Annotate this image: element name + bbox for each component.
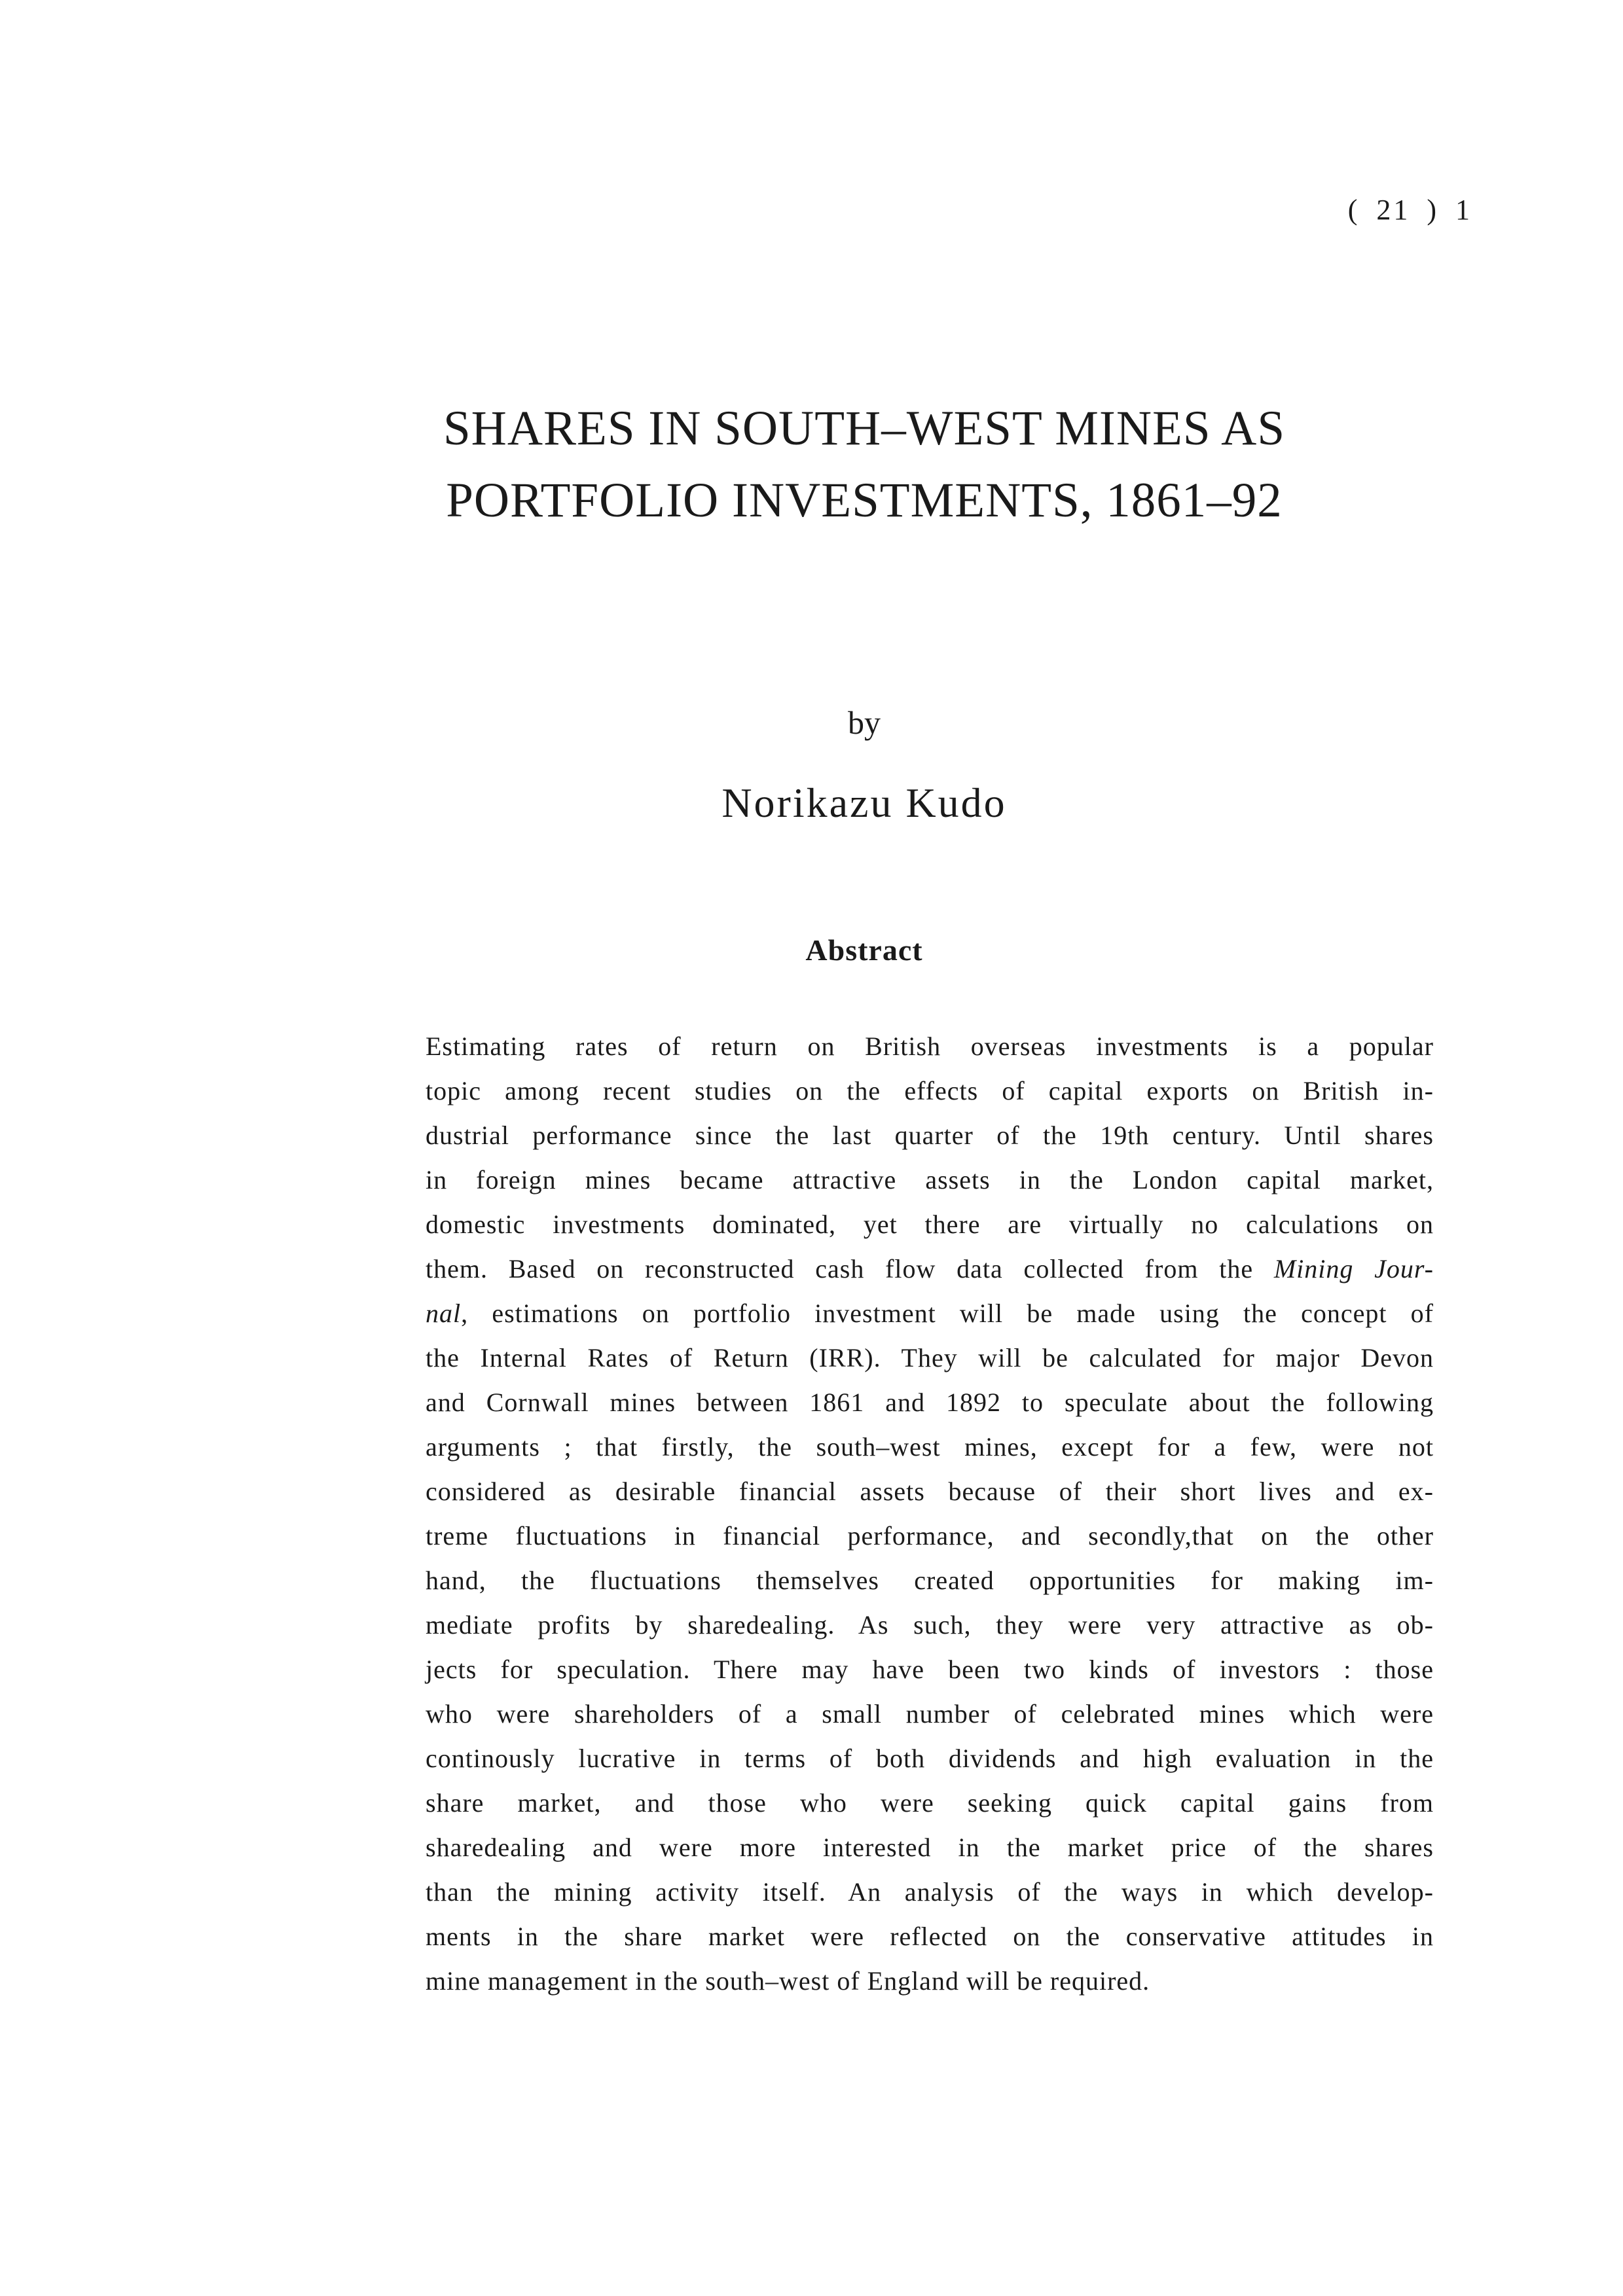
abstract-line: jects for speculation. There may have been two kinds of investors : those <box>426 1655 1434 1684</box>
abstract-line: mediate profits by sharedealing. As such, they were very attractive as ob- <box>426 1610 1434 1640</box>
journal-title-italic: Mining Jour- <box>1273 1254 1434 1283</box>
page-number: ( 21 ) 1 <box>1347 194 1472 226</box>
abstract-line: who were shareholders of a small number of celebrated mines which were <box>426 1699 1434 1729</box>
journal-title-italic: nal <box>426 1299 462 1328</box>
abstract-line: considered as desirable financial assets because of their short lives and ex- <box>426 1477 1434 1506</box>
abstract-text: , estimations on portfolio investment will be made using the concept of <box>461 1299 1434 1328</box>
abstract-line: than the mining activity itself. An analysis of the ways in which develop- <box>426 1877 1434 1907</box>
abstract-line: dustrial performance since the last quarter of the 19th century. Until shares <box>426 1121 1434 1150</box>
abstract-line: the Internal Rates of Return (IRR). They will be calculated for major Devon <box>426 1343 1434 1372</box>
abstract-line: hand, the fluctuations themselves created opportunities for making im- <box>426 1566 1434 1595</box>
abstract-line <box>426 1291 1434 1336</box>
byline: by <box>848 704 881 741</box>
abstract-line: treme fluctuations in financial performance, and secondly,that on the other <box>426 1521 1434 1551</box>
author-name: Norikazu Kudo <box>721 780 1007 826</box>
abstract-line: in foreign mines became attractive assets in the London capital market, <box>426 1165 1434 1194</box>
abstract-heading: Abstract <box>805 933 923 967</box>
abstract-line: ments in the share market were reflected on the conservative attitudes in <box>426 1922 1434 1951</box>
abstract-line: and Cornwall mines between 1861 and 1892 to speculate about the following <box>426 1388 1434 1417</box>
abstract-line: mine management in the south–west of England will be required. <box>426 1966 1150 1996</box>
abstract-line: Estimating rates of return on British overseas investments is a popular <box>426 1031 1434 1061</box>
abstract-line <box>426 1247 1434 1291</box>
abstract-text: them. Based on reconstructed cash flow data collected from the <box>426 1254 1254 1283</box>
abstract-line: domestic investments dominated, yet there are virtually no calculations on <box>426 1210 1434 1239</box>
abstract-line: topic among recent studies on the effects of capital exports on British in- <box>426 1076 1434 1105</box>
abstract-line: arguments ; that firstly, the south–west mines, except for a few, were not <box>426 1432 1434 1462</box>
abstract-body <box>426 1024 1434 2003</box>
abstract-line: share market, and those who were seeking quick capital gains from <box>426 1788 1434 1818</box>
paper-title <box>0 393 1623 537</box>
abstract-line: sharedealing and were more interested in the market price of the shares <box>426 1833 1434 1862</box>
paper-title-line-1: SHARES IN SOUTH–WEST MINES AS <box>443 401 1286 456</box>
abstract-line: continously lucrative in terms of both dividends and high evaluation in the <box>426 1744 1434 1773</box>
paper-title-line-2: PORTFOLIO INVESTMENTS, 1861–92 <box>446 473 1283 528</box>
